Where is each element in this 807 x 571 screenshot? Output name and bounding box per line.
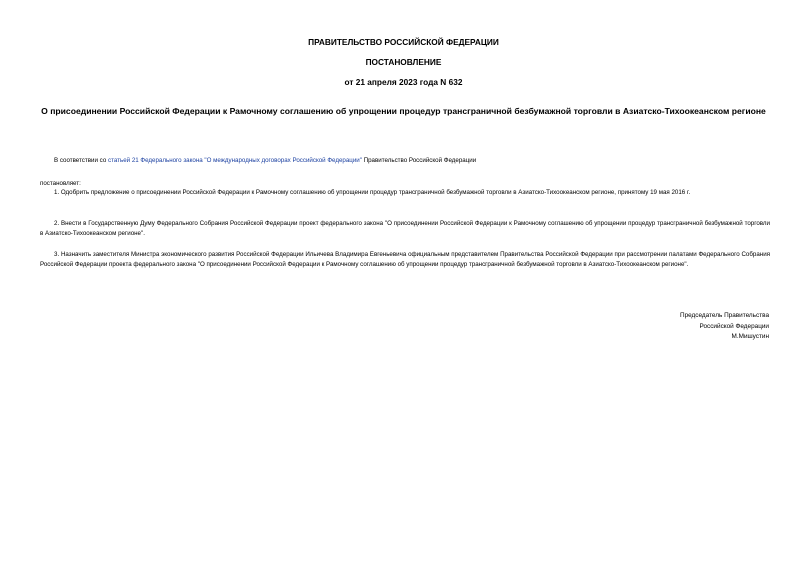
signatory-name: М.Мишустин <box>731 333 769 340</box>
signatory-position: Председатель Правительства <box>680 312 769 319</box>
decree-item-3: 3. Назначить заместителя Министра экономического развития Российской Федерации Ильичева Владимира Евгеньевича официальным представителем Правительства Российской Федерации при рассмотрении палатами Федерального Собрания Российской Федерации проекта федерального закона "О присоединении Российской Федерации к Рамочному соглашению об упрощении процедур трансграничной безбумажной торговли в Азиатско-Тихоокеанском регионе". <box>40 251 770 268</box>
decree-word: постановляет: <box>40 180 81 187</box>
decree-item-2: 2. Внести в Государственную Думу Федерального Собрания Российской Федерации проект федерального закона "О присоединении Российской Федерации к Рамочному соглашению об упрощении процедур трансграничной безбумажной торговли в Азиатско-Тихоокеанском регионе". <box>40 220 770 237</box>
document-title: О присоединении Российской Федерации к Рамочному соглашению об упрощении процедур трансграничной безбумажной торговли в Азиатско-Тихоокеанском регионе <box>41 106 766 116</box>
legal-basis-paragraph <box>40 156 770 166</box>
decree-item-1: 1. Одобрить предложение о присоединении Российской Федерации к Рамочному соглашению об упрощении процедур трансграничной безбумажной торговли в Азиатско-Тихоокеанском регионе, принятому 19 мая 2016 г. <box>54 189 691 196</box>
legal-basis-suffix: Правительство Российской Федерации <box>361 157 477 164</box>
signatory-organization: Российской Федерации <box>699 322 769 330</box>
legal-basis-prefix: В соответствии со <box>54 157 108 164</box>
document-type-heading: ПОСТАНОВЛЕНИЕ <box>365 57 442 67</box>
issuer-heading: ПРАВИТЕЛЬСТВО РОССИЙСКОЙ ФЕДЕРАЦИИ <box>308 37 499 47</box>
date-number-heading: от 21 апреля 2023 года N 632 <box>344 77 463 87</box>
signature-block <box>680 311 769 343</box>
law-article-link[interactable]: статьей 21 Федерального закона "О международных договорах Российской Федерации" <box>107 157 362 164</box>
